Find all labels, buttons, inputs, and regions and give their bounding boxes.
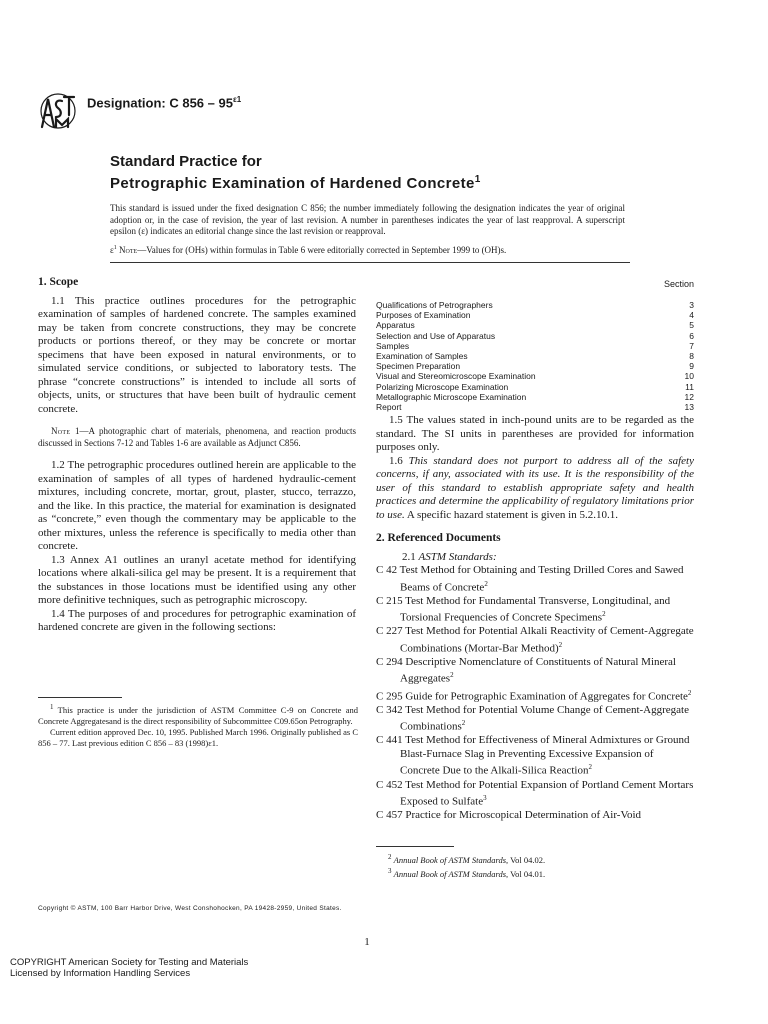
footnote-divider-left: [38, 697, 122, 698]
referenced-document-footnote-mark: 2: [461, 719, 466, 728]
toc-row: [376, 341, 694, 351]
referenced-document-text: C 227 Test Method for Potential Alkali Reactivity of Cement-Aggregate Combinations (Mortar-Bar Method): [376, 625, 694, 655]
para-1-2: 1.2 The petrographic procedures outlined herein are applicable to the examination of samples of all types of hardened hydraulic-cement mixtures, including concrete, mortar, grout, plaster, stucco, terrazzo, and the like. In this practice, the material for examination is designated as “concrete,” even though the commentary may be applicable to the other mixtures, unless the reference is specifically to media other than concrete.: [38, 459, 356, 552]
toc-row: [376, 402, 694, 412]
referenced-document: [376, 734, 694, 778]
toc-row-label: Purposes of Examination: [376, 310, 471, 321]
referenced-document: [376, 595, 694, 626]
title-line-2: [110, 171, 481, 193]
page-number: 1: [364, 936, 370, 948]
referenced-document-text: C 295 Guide for Petrographic Examination of Aggregates for Concrete: [376, 690, 688, 703]
note-1-label: Note: [51, 426, 71, 436]
toc-row-label: Qualifications of Petrographers: [376, 300, 493, 310]
footnote-tail: , Vol 04.02.: [506, 854, 546, 865]
toc-row: [376, 300, 694, 310]
note-1: [38, 426, 356, 449]
toc-row-number: 4: [689, 310, 694, 321]
toc-row: [376, 392, 694, 402]
para-1-1: 1.1 This practice outlines procedures for the petrographic examination of samples of hardened concrete. The samples examined may be taken from concrete constructions, they may be concrete products or portions thereof, or they may be concrete or mortar specimens that have been exposed in natural environments, or to simulated service conditions, or subjected to laboratory tests. The phrase “concrete constructions” is intended to include all sorts of objects, units, or structures that have been built of hydraulic cement concrete.: [38, 294, 356, 415]
note-1-text: 1—A photographic chart of materials, phenomena, and reaction products discussed in Sections 7-12 and Tables 1-6 are available as Adjunct C856.: [38, 426, 356, 448]
referenced-document-footnote-mark: 2: [484, 579, 488, 588]
referenced-document: [376, 809, 694, 823]
title-footnote-mark: 1: [474, 174, 481, 185]
toc-row-number: 10: [684, 371, 694, 382]
toc-row-number: 9: [689, 361, 694, 372]
footnote-3: [388, 866, 708, 880]
toc-row-number: 5: [689, 320, 694, 331]
toc-row: [376, 382, 694, 392]
license-line-1: COPYRIGHT American Society for Testing and Materials: [10, 957, 249, 968]
section-list: [376, 276, 694, 412]
toc-row-number: 6: [689, 330, 694, 341]
left-column: [38, 276, 356, 635]
toc-row: [376, 320, 694, 330]
preamble: This standard is issued under the fixed designation C 856; the number immediately following the designation indicates the year of original adoption or, in the case of revision, the year of last revision. A number in parentheses indicates the year of last reapproval. A superscript epsilon (ε) indicates an editorial change since the last revision or reapproval.: [110, 203, 625, 236]
section-2-heading: 2. Referenced Documents: [376, 532, 501, 544]
referenced-document-footnote-mark: 3: [483, 794, 487, 803]
referenced-document: [376, 625, 694, 656]
referenced-document-text: C 441 Test Method for Effectiveness of Mineral Admixtures or Ground Blast-Furnace Slag in Preventing Excessive Expansion of Concrete Due to the Alkali-Silica Reaction: [376, 734, 690, 778]
referenced-document-footnote-mark: 2: [687, 688, 692, 697]
toc-row-label: Metallographic Microscope Examination: [376, 391, 527, 402]
para-1-6-number: 1.6: [389, 454, 409, 467]
copyright-line: Copyright © ASTM, 100 Barr Harbor Drive, West Conshohocken, PA 19428-2959, United States.: [38, 905, 342, 912]
toc-row-label: Selection and Use of Apparatus: [376, 330, 496, 341]
intro-number: 2.1: [402, 550, 419, 563]
footnote-mark: 2: [388, 853, 392, 861]
referenced-document: [376, 564, 694, 595]
toc-list: [376, 300, 694, 412]
referenced-document-text: C 457 Practice for Microscopical Determination of Air-Void: [376, 809, 642, 822]
referenced-document: [376, 656, 694, 687]
referenced-documents-list: [376, 551, 694, 823]
toc-row-number: 3: [689, 300, 694, 310]
toc-row-label: Specimen Preparation: [376, 361, 461, 372]
footnote-1-text: This practice is under the jurisdiction of ASTM Committee C-9 on Concrete and Concrete Aggregatesand is the direct responsibility of Subcommittee C09.65on Petrography.: [38, 704, 358, 726]
toc-row: [376, 351, 694, 361]
document-title: [110, 153, 481, 193]
toc-row: [376, 331, 694, 341]
footnote-divider-right: [376, 846, 454, 847]
footnote-italic: Annual Book of ASTM Standards: [393, 868, 507, 879]
referenced-document-text: C 294 Descriptive Nomenclature of Constituents of Natural Mineral Aggregates: [376, 655, 676, 686]
erratum-mark: ε: [110, 245, 114, 255]
footnote-mark: 3: [388, 866, 392, 875]
designation-superscript: ε1: [232, 95, 242, 104]
referenced-document-text: C 42 Test Method for Obtaining and Testing Drilled Cores and Sawed Beams of Concrete: [376, 564, 684, 594]
erratum-note: [110, 243, 630, 256]
title-line-1: Standard Practice for: [110, 153, 262, 170]
referenced-document-footnote-mark: 2: [558, 640, 563, 649]
header-divider: [110, 262, 630, 263]
toc-row: [376, 361, 694, 371]
toc-row-number: 12: [684, 391, 694, 402]
erratum-text: —Values for (OHs) within formulas in Table 6 were editorially corrected in September 1999 to (OH)s.: [137, 245, 507, 255]
para-1-6-tail: A specific hazard statement is given in 5.2.10.1.: [404, 508, 618, 521]
toc-row-label: Samples: [376, 340, 410, 351]
footnote-tail: , Vol 04.01.: [506, 868, 546, 879]
toc-row-number: 7: [689, 340, 694, 351]
footnotes-left: [38, 702, 358, 749]
para-1-4: 1.4 The purposes of and procedures for petrographic examination of hardened concrete are given in the following sections:: [38, 607, 356, 633]
referenced-document-footnote-mark: 2: [602, 610, 606, 619]
astm-standards-intro: [389, 551, 694, 565]
license-line-2: Licensed by Information Handling Services: [10, 968, 191, 979]
toc-row: [376, 371, 694, 381]
toc-row-label: Apparatus: [376, 320, 415, 331]
toc-row-label: Visual and Stereomicroscope Examination: [376, 371, 536, 382]
referenced-document: [376, 779, 694, 810]
designation: [87, 95, 241, 110]
para-1-5: 1.5 The values stated in inch-pound units are to be regarded as the standard. The SI units in parentheses are provided for information purposes only.: [376, 414, 694, 453]
para-1-6: [376, 455, 694, 523]
footnote-1: [38, 702, 358, 727]
footnote-1b: Current edition approved Dec. 10, 1995. Published March 1996. Originally published as C 856 – 77. Last previous edition C 856 – 83 (1998)ε1.: [38, 726, 358, 748]
erratum-mark-sup: 1: [113, 245, 117, 251]
footnote-italic: Annual Book of ASTM Standards: [393, 854, 507, 865]
para-1-6-italic: This standard does not purport to address all of the safety concerns, if any, associated with its use. It is the responsibility of the user of this standard to establish appropriate safety and health practices and determine the applicability of regulatory limitations prior to use.: [376, 454, 694, 521]
intro-italic: ASTM Standards:: [418, 550, 497, 563]
referenced-document-text: C 215 Test Method for Fundamental Transverse, Longitudinal, and Torsional Frequencies of Concrete Specimens: [376, 594, 671, 624]
toc-row-label: Report: [376, 402, 402, 413]
footnote-2: [388, 852, 708, 866]
toc-row: [376, 310, 694, 320]
designation-label: Designation: C 856 – 95: [87, 95, 233, 111]
toc-row-number: 11: [685, 381, 694, 392]
footnote-1-mark: 1: [50, 703, 54, 711]
referenced-document-footnote-mark: 2: [588, 763, 592, 772]
toc-row-number: 8: [689, 351, 694, 362]
para-1-3: 1.3 Annex A1 outlines an uranyl acetate method for identifying locations where alkali-silica gel may be present. It is a requirement that the substances in those locations must be identified using any other more definitive techniques, such as petrographic microscopy.: [38, 553, 356, 606]
section-1-heading: 1. Scope: [38, 276, 79, 288]
erratum-label: Note: [119, 245, 138, 255]
referenced-document-text: C 452 Test Method for Potential Expansion of Portland Cement Mortars Exposed to Sulfate: [376, 778, 694, 808]
referenced-document-text: C 342 Test Method for Potential Volume Change of Cement-Aggregate Combinations: [376, 703, 689, 733]
toc-section-header: Section: [663, 279, 694, 289]
astm-logo-icon: [38, 93, 78, 129]
referenced-document-footnote-mark: 2: [450, 671, 454, 680]
referenced-document: [376, 687, 694, 704]
toc-row-label: Polarizing Microscope Examination: [376, 381, 509, 392]
title-line-2-text: Petrographic Examination of Hardened Concrete: [110, 175, 475, 192]
toc-row-label: Examination of Samples: [376, 351, 468, 362]
toc-row-number: 13: [684, 402, 694, 413]
license-footer: [10, 957, 248, 979]
right-column: [376, 414, 694, 823]
referenced-document: [376, 704, 694, 735]
footnotes-right: [388, 852, 708, 880]
